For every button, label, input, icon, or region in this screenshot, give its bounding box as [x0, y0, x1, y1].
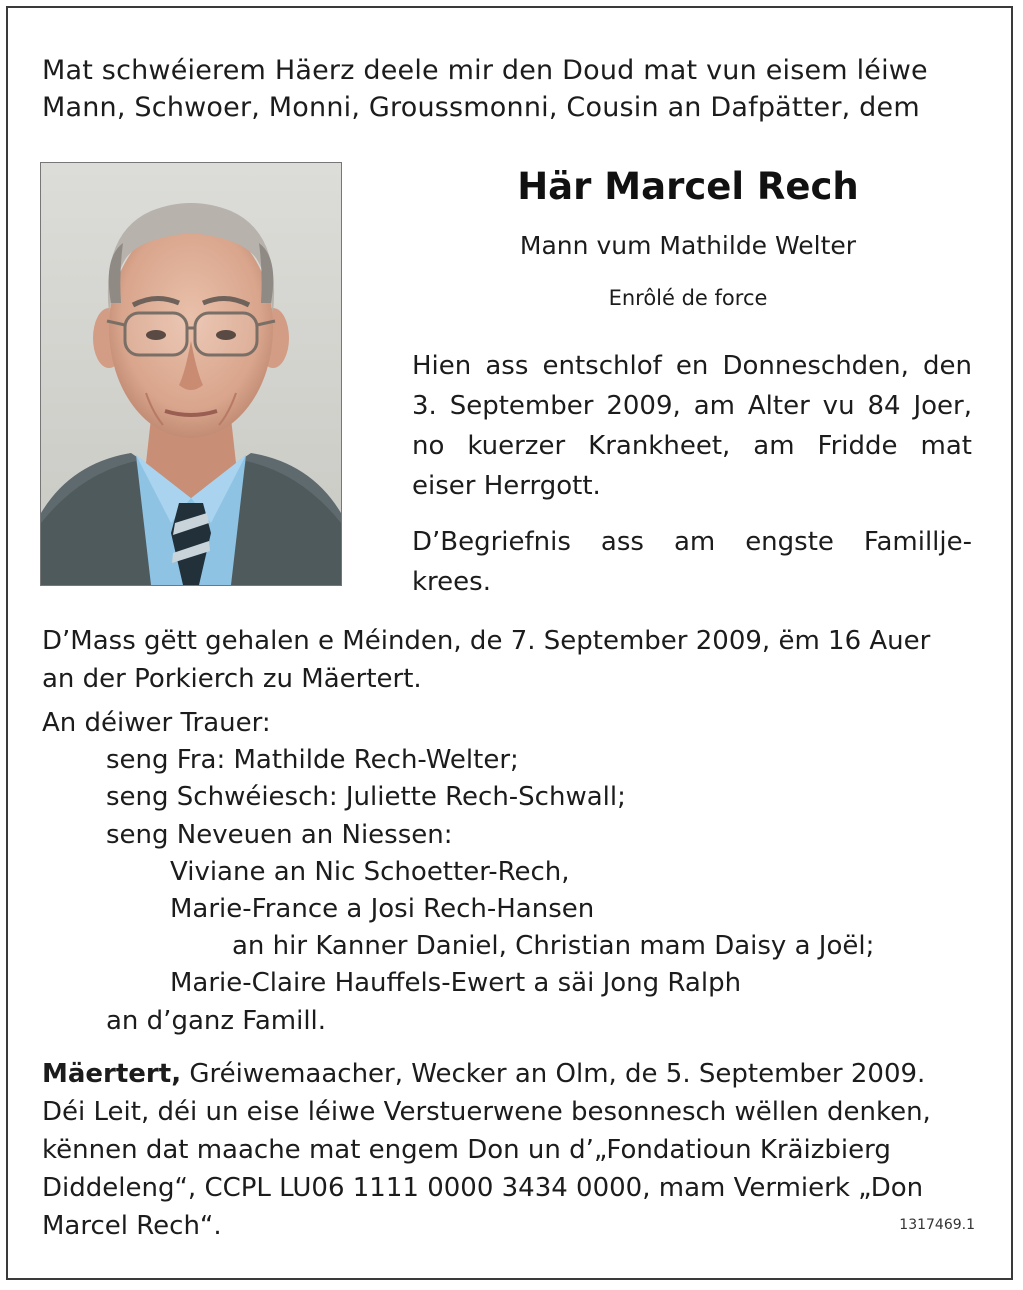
intro-line: Mann, Schwoer, Monni, Groussmonni, Cousin an Dafpätter, dem — [42, 92, 920, 123]
mourner-children: an hir Kanner Daniel, Christian mam Daisy a Joël; — [232, 931, 875, 962]
closing-text — [42, 1055, 972, 1245]
closing-line: Déi Leit, déi un eise léiwe Verstuerwene besonnesch wëllen denken, — [42, 1097, 931, 1127]
closing-place: Mäertert, — [42, 1059, 182, 1089]
mass-line: an der Porkierch zu Mäertert. — [42, 664, 422, 694]
reference-number: 1317469.1 — [899, 1217, 975, 1233]
closing-line: Diddeleng“, CCPL LU06 1111 0000 3434 0000, mam Vermierk „Don — [42, 1173, 924, 1203]
deceased-name: Här Marcel Rech — [517, 165, 859, 208]
funeral-line: krees. — [412, 567, 491, 597]
portrait-illustration — [41, 163, 341, 585]
closing-date: Gréiwemaacher, Wecker an Olm, de 5. September 2009. — [181, 1059, 926, 1089]
mourner-nephew: Viviane an Nic Schoetter-Rech, — [170, 856, 570, 887]
spouse-line: Mann vum Mathilde Welter — [519, 231, 857, 260]
mourner-sister: seng Schwéiesch: Juliette Rech-Schwall; — [106, 782, 626, 813]
mourner-nephews-heading: seng Neveuen an Niessen: — [106, 819, 453, 850]
death-line: no kuerzer Krankheet, am Fridde mat — [412, 431, 972, 461]
death-announcement — [412, 346, 972, 506]
closing-line — [42, 1055, 972, 1093]
death-line: 3. September 2009, am Alter vu 84 Joer, — [412, 391, 972, 421]
portrait-photo — [40, 162, 342, 586]
intro-line: Mat schwéierem Häerz deele mir den Doud mat vun eisem léiwe — [42, 55, 928, 86]
mass-info — [42, 622, 930, 698]
intro-text — [42, 52, 1002, 126]
death-line: eiser Herrgott. — [412, 471, 601, 501]
mourner-nephew: Marie-Claire Hauffels-Ewert a säi Jong Ralph — [170, 968, 742, 999]
enrolled-note: Enrôlé de force — [608, 286, 768, 310]
closing-line: Marcel Rech“. — [42, 1211, 222, 1241]
funeral-note — [412, 522, 972, 602]
funeral-line: D’Begriefnis ass am engste Famillje- — [412, 527, 972, 557]
mourners-list — [42, 705, 874, 1040]
mourner-nephew: Marie-France a Josi Rech-Hansen — [170, 894, 595, 925]
closing-line: kënnen dat maache mat engem Don un d’„Fondatioun Kräizbierg — [42, 1135, 891, 1165]
mourner-wife: seng Fra: Mathilde Rech-Welter; — [106, 745, 519, 776]
mourner-family: an d’ganz Famill. — [106, 1005, 327, 1036]
death-line: Hien ass entschlof en Donneschden, den — [412, 351, 972, 381]
mass-line: D’Mass gëtt gehalen e Méinden, de 7. September 2009, ëm 16 Auer — [42, 626, 931, 656]
mourners-heading: An déiwer Trauer: — [42, 708, 271, 738]
